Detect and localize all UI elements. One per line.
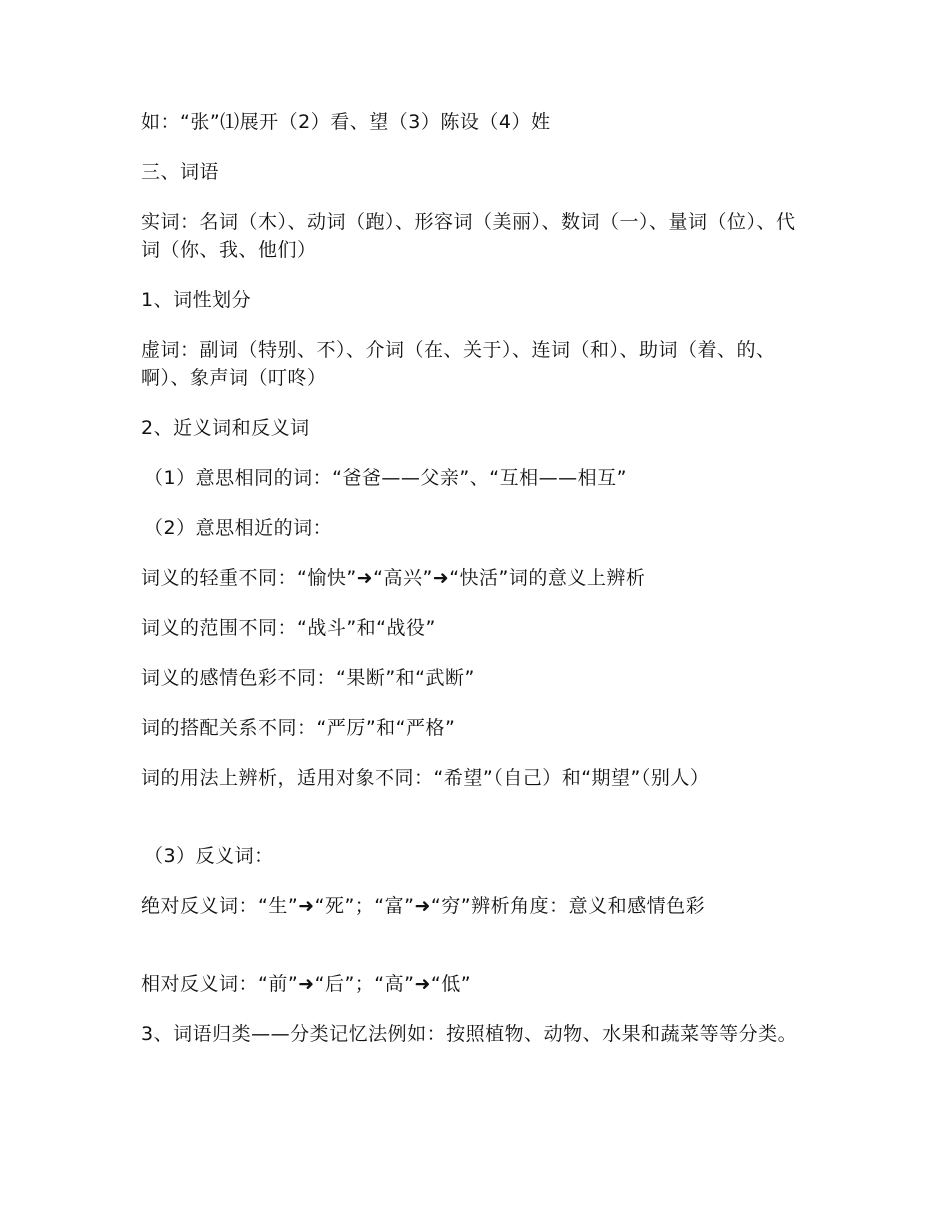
emotion-difference-paragraph: 词义的感情色彩不同：“果断”和“武断”	[141, 667, 475, 689]
same-meaning-paragraph: （1）意思相同的词：“爸爸——父亲”、“互相——相互”	[144, 467, 627, 489]
subheading-synonyms-antonyms: 2、近义词和反义词	[141, 417, 310, 439]
section-heading-words: 三、词语	[141, 161, 220, 183]
subheading-part-of-speech: 1、词性划分	[141, 289, 252, 311]
relative-antonyms-paragraph: 相对反义词：“前”➜“后”；“高”➜“低”	[141, 973, 472, 995]
function-words-paragraph: 虚词：副词（特别、不）、介词（在、关于）、连词（和）、助词（着、的、啊）、象声词（叮咚）	[141, 339, 776, 389]
example-paragraph: 如：“张”⑴展开（2）看、望（3）陈设（4）姓	[141, 111, 551, 133]
usage-difference-paragraph: 词的用法上辨析，适用对象不同：“希望”（自己）和“期望”（别人）	[141, 767, 710, 789]
word-classification-paragraph: 3、词语归类——分类记忆法例如：按照植物、动物、水果和蔬菜等等分类。	[141, 1023, 798, 1045]
collocation-difference-paragraph: 词的搭配关系不同：“严厉”和“严格”	[141, 717, 456, 739]
content-words-paragraph: 实词：名词（木）、动词（跑）、形容词（美丽）、数词（一）、量词（位）、代词（你、我、他们）	[141, 211, 796, 261]
degree-difference-paragraph: 词义的轻重不同：“愉快”➜“高兴”➜“快活”词的意义上辨析	[141, 567, 646, 589]
similar-meaning-heading: （2）意思相近的词：	[144, 517, 333, 539]
absolute-antonyms-paragraph: 绝对反义词：“生”➜“死”；“富”➜“穷”辨析角度：意义和感情色彩	[141, 895, 706, 917]
scope-difference-paragraph: 词义的范围不同：“战斗”和“战役”	[141, 617, 436, 639]
antonyms-heading: （3）反义词：	[144, 845, 274, 867]
